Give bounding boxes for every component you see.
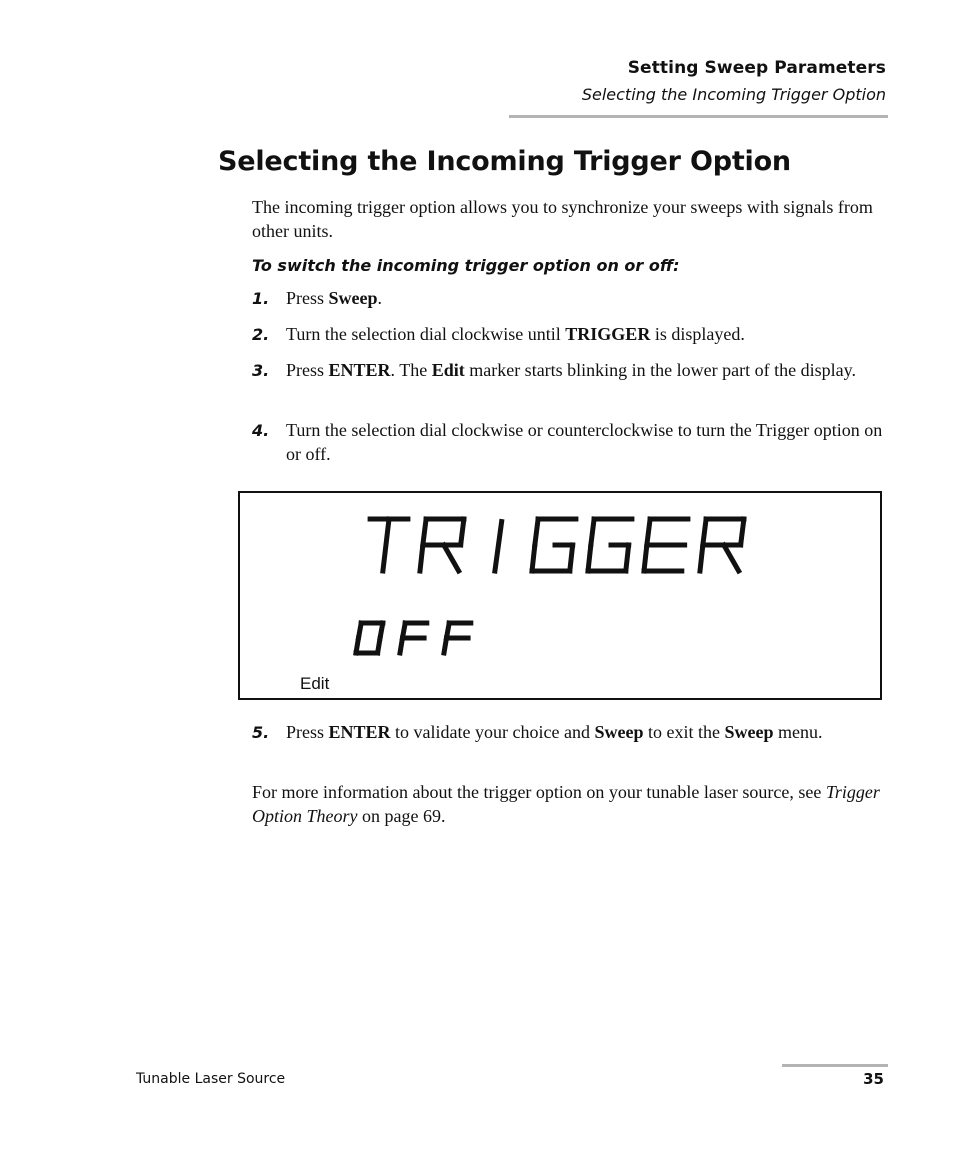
page-title: Selecting the Incoming Trigger Option [218,146,791,177]
step-text: Turn the selection dial clockwise or counterclockwise to turn the Trigger option on or off. [286,420,883,464]
header-rule [509,115,888,118]
step-4 [252,418,892,466]
lcd-segment [358,623,361,638]
lcd-char-f [400,623,427,653]
step-number: 1. [252,289,270,308]
step-text: Press ENTER. The Edit marker starts blinking in the lower part of the display. [286,360,856,380]
step-3 [252,358,892,382]
procedure-heading: To switch the incoming trigger option on or off: [252,256,680,275]
lcd-segment [700,545,703,571]
lcd-char-e [644,519,688,571]
lcd-segment [588,545,591,571]
lcd-segment [535,519,538,545]
lcd-segment [570,545,573,571]
step-text: Turn the selection dial clockwise until TRIGGER is displayed. [286,324,745,344]
lcd-segment [532,545,535,571]
lcd-display-illustration [238,491,882,700]
cross-reference-link[interactable]: Trigger Option Theory [252,782,880,826]
lcd-segment [741,519,744,545]
lcd-char-r [420,519,464,571]
step-number: 5. [252,723,270,742]
lcd-char-f [444,623,471,653]
lcd-segment [644,545,647,571]
step-1 [252,286,892,310]
step-number: 3. [252,361,270,380]
step-text: Press Sweep. [286,288,383,308]
lcd-char-i [495,522,502,571]
lcd-char-g [588,519,632,571]
intro-paragraph: The incoming trigger option allows you to synchronize your sweeps with signals from other units. [252,197,873,241]
edit-marker: Edit [300,674,330,693]
footer-rule [782,1064,888,1067]
lcd-segment [591,519,594,545]
step-2 [252,322,892,346]
step-number: 4. [252,421,270,440]
lcd-line-2 [356,623,471,653]
lcd-segment [420,545,423,571]
lcd-segment [495,522,502,571]
lcd-segment [647,519,650,545]
running-header [582,58,886,104]
lcd-segment [444,545,459,571]
lcd-segment [461,519,464,545]
lcd-segment [724,545,739,571]
lcd-char-o [356,623,383,653]
header-subsection-title: Selecting the Incoming Trigger Option [581,85,886,104]
lcd-segment [383,519,389,571]
lcd-char-g [532,519,576,571]
lcd-char-r [700,519,744,571]
page-number: 35 [863,1070,884,1088]
lcd-line-1 [370,519,744,571]
step-5 [252,720,892,744]
lcd-segment [423,519,426,545]
lcd-segment [626,545,629,571]
header-section-title: Setting Sweep Parameters [627,58,886,78]
lcd-segment [703,519,706,545]
step-number: 2. [252,325,270,344]
step-text: Press ENTER to validate your choice and Sweep to exit the Sweep menu. [286,722,823,742]
more-info-paragraph: For more information about the trigger option on your tunable laser source, see Trigger Option Theory on page 69. [252,782,880,826]
lcd-segment-display [240,493,880,698]
footer-product-name: Tunable Laser Source [136,1071,286,1087]
lcd-char-t [370,519,408,571]
